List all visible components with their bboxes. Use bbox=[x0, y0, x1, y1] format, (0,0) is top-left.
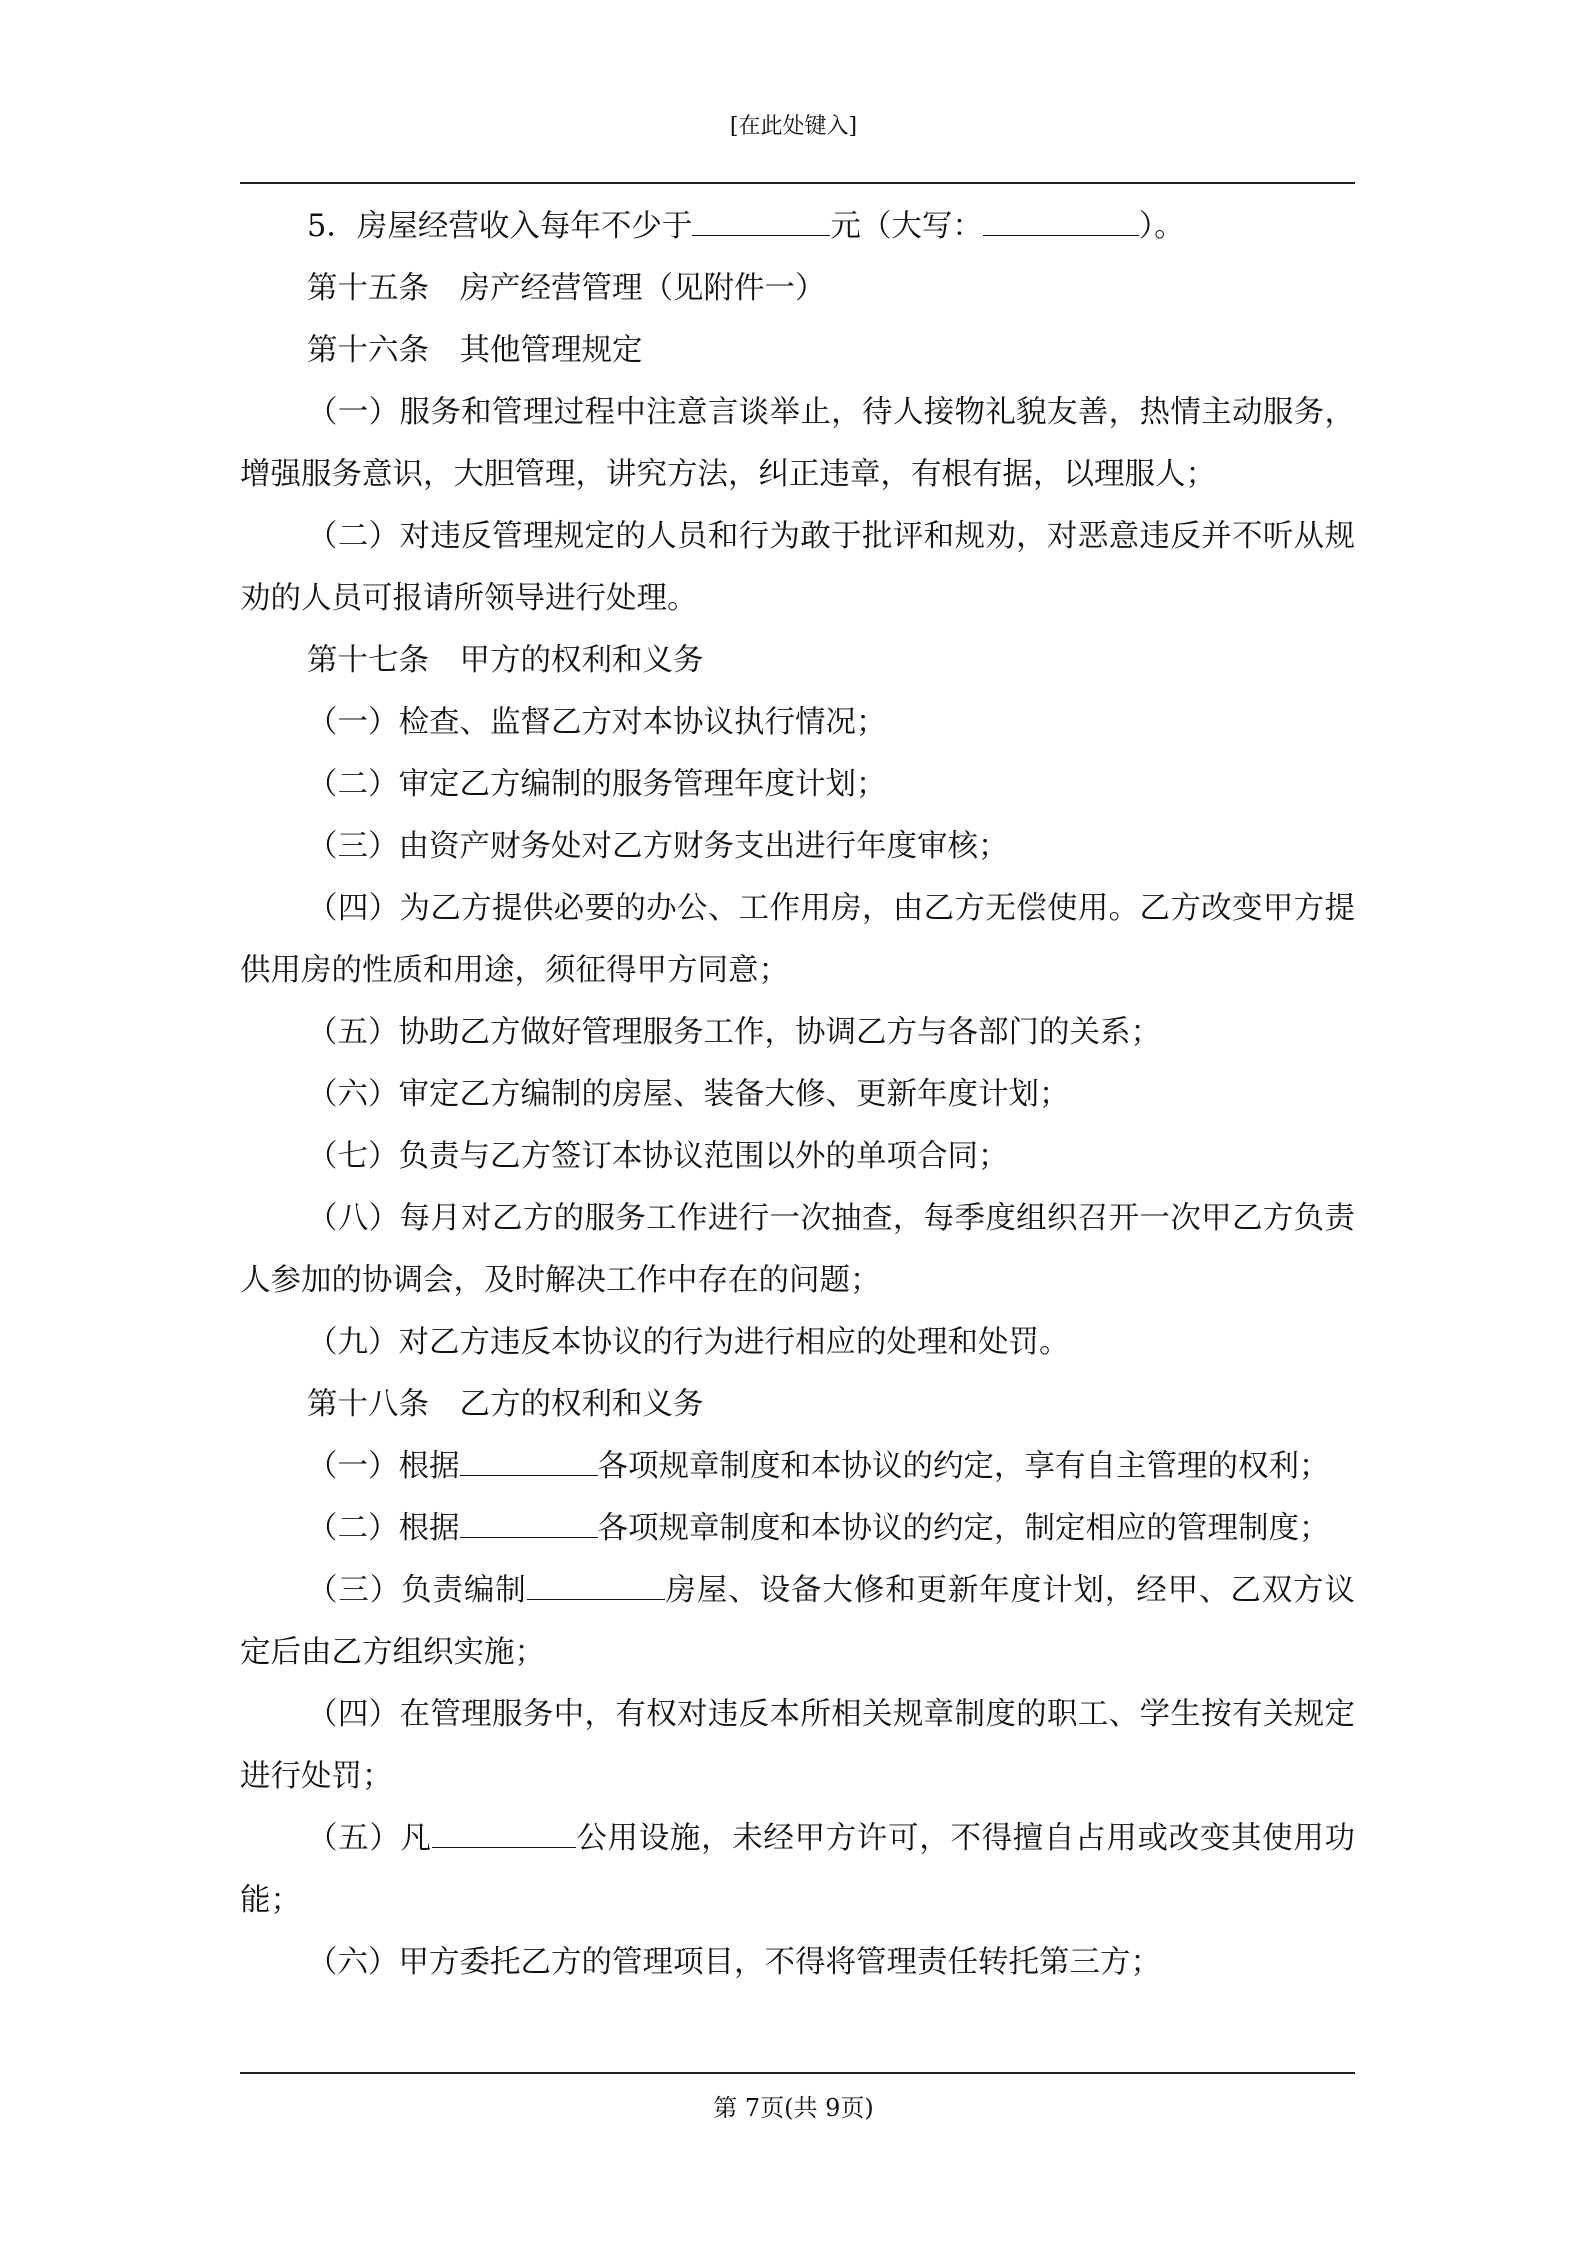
income-capital-blank bbox=[983, 209, 1139, 236]
item-5-text-b: 公用设施，未经甲方许可，不得擅自占用或改变其使用功能； bbox=[240, 1821, 1356, 1918]
article-18-item-2 bbox=[240, 1498, 1355, 1560]
article-17-item-7: （七）负责与乙方签订本协议范围以外的单项合同； bbox=[307, 1139, 1009, 1174]
article-17-item-3: （三）由资产财务处对乙方财务支出进行年度审核； bbox=[307, 829, 1009, 864]
page-header: [在此处键入] bbox=[729, 114, 858, 139]
article-17-item-9: （九）对乙方违反本协议的行为进行相应的处理和处罚。 bbox=[307, 1325, 1070, 1360]
article-18-item-3 bbox=[240, 1560, 1355, 1684]
income-text-b: 元（大写： bbox=[830, 209, 983, 244]
article-17-item-1: （一）检查、监督乙方对本协议执行情况； bbox=[307, 705, 887, 740]
article-17-item-8: （八）每月对乙方的服务工作进行一次抽查，每季度组织召开一次甲乙方负责人参加的协调会，及时解决工作中存在的问题； bbox=[240, 1201, 1355, 1298]
paragraph-income-minimum bbox=[240, 196, 1355, 258]
footer-rule bbox=[240, 2072, 1355, 2074]
income-text-c: ）。 bbox=[1138, 209, 1185, 244]
article-18-item-1 bbox=[240, 1436, 1355, 1498]
document-body bbox=[240, 196, 1355, 1994]
item-1-blank bbox=[460, 1449, 598, 1476]
income-amount-blank bbox=[692, 209, 830, 236]
item-3-text-a: （三）负责编制 bbox=[307, 1573, 527, 1608]
income-text-a: 5．房屋经营收入每年不少于 bbox=[307, 209, 693, 244]
article-18-item-4: （四）在管理服务中，有权对违反本所相关规章制度的职工、学生按有关规定进行处罚； bbox=[240, 1697, 1355, 1794]
article-17-item-5: （五）协助乙方做好管理服务工作，协调乙方与各部门的关系； bbox=[307, 1015, 1161, 1050]
article-18-item-6: （六）甲方委托乙方的管理项目，不得将管理责任转托第三方； bbox=[307, 1945, 1161, 1980]
item-2-text-a: （二）根据 bbox=[307, 1511, 460, 1546]
article-16-heading: 第十六条 其他管理规定 bbox=[307, 333, 643, 368]
item-1-text-b: 各项规章制度和本协议的约定，享有自主管理的权利； bbox=[597, 1449, 1330, 1484]
item-3-text-b: 房屋、设备大修和更新年度计划，经甲、乙双方议定后由乙方组织实施； bbox=[240, 1573, 1355, 1670]
item-2-blank bbox=[460, 1511, 598, 1538]
item-5-blank bbox=[432, 1821, 576, 1848]
article-17-item-2: （二）审定乙方编制的服务管理年度计划； bbox=[307, 767, 887, 802]
article-18-item-5 bbox=[240, 1808, 1355, 1932]
article-17-item-6: （六）审定乙方编制的房屋、装备大修、更新年度计划； bbox=[307, 1077, 1070, 1112]
article-17-heading: 第十七条 甲方的权利和义务 bbox=[307, 643, 704, 678]
item-1-text-a: （一）根据 bbox=[307, 1449, 460, 1484]
article-17-item-4: （四）为乙方提供必要的办公、工作用房，由乙方无偿使用。乙方改变甲方提供用房的性质和用途，须征得甲方同意； bbox=[240, 891, 1355, 988]
item-3-blank bbox=[527, 1573, 665, 1600]
header-rule bbox=[240, 182, 1355, 184]
item-2-text-b: 各项规章制度和本协议的约定，制定相应的管理制度； bbox=[597, 1511, 1330, 1546]
page-number: 第 7页(共 9页) bbox=[713, 2094, 874, 2122]
article-16-item-1: （一）服务和管理过程中注意言谈举止，待人接物礼貌友善，热情主动服务，增强服务意识，大胆管理，讲究方法，纠正违章，有根有据，以理服人； bbox=[240, 395, 1355, 492]
article-15-heading: 第十五条 房产经营管理（见附件一） bbox=[307, 271, 826, 306]
item-5-text-a: （五）凡 bbox=[307, 1821, 432, 1856]
article-18-heading: 第十八条 乙方的权利和义务 bbox=[307, 1387, 704, 1422]
article-16-item-2: （二）对违反管理规定的人员和行为敢于批评和规劝，对恶意违反并不听从规劝的人员可报请所领导进行处理。 bbox=[240, 519, 1355, 616]
